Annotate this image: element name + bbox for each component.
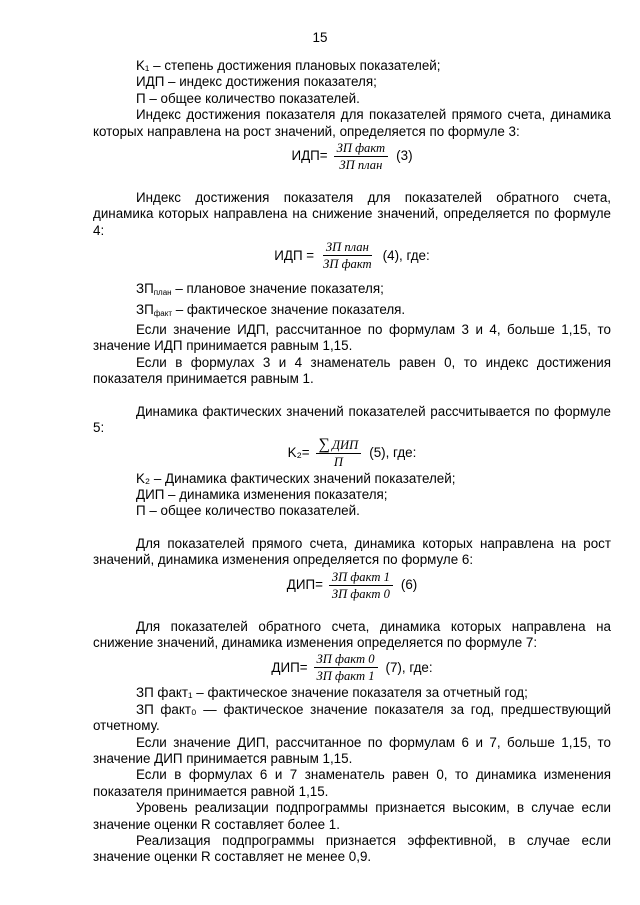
formula-3-denominator: ЗП план xyxy=(339,158,383,173)
formula-4 xyxy=(93,240,611,271)
formula-3-fraction xyxy=(334,141,389,172)
formula-6-fraction xyxy=(329,570,393,601)
formula-3-numerator: ЗП факт xyxy=(334,141,389,157)
formula-5-denominator: П xyxy=(333,454,343,469)
fact0-definition: ЗП факт₀ — фактическое значение показателя за год, предшествующий отчетному. xyxy=(93,701,611,734)
formula-7-denominator: ЗП факт 1 xyxy=(316,669,375,684)
reverse-dip-paragraph: Для показателей обратного счета, динамика которых направлена на снижение значений, динамика изменения определяется по формуле 7: xyxy=(93,618,611,650)
formula-7-label: ДИП= xyxy=(271,659,308,675)
reverse-count-paragraph: Индекс достижения показателя для показателей обратного счета, динамика которых направлена на снижение значений, определяется по формуле 4: xyxy=(93,190,611,238)
formula-4-denominator: ЗП факт xyxy=(323,257,372,272)
formula-4-tag: (4), где: xyxy=(382,247,430,263)
dip-definition: ДИП – динамика изменения показателя; xyxy=(136,486,388,502)
document-body xyxy=(93,58,611,866)
formula-3-tag: (3) xyxy=(396,148,413,164)
dynamics-paragraph: Динамика фактических значений показателей рассчитывается по формуле 5: xyxy=(93,403,611,436)
page-number: 15 xyxy=(312,30,328,45)
formula-6-denominator: ЗП факт 0 xyxy=(331,586,390,601)
high-level-paragraph: Уровень реализации подпрограммы признается высоким, в случае если значение оценки R составляет более 1. xyxy=(93,800,611,832)
formula-3-label: ИДП= xyxy=(291,148,328,164)
idp-zero-paragraph: Если в формулах 3 и 4 знаменатель равен 0, то индекс достижения показателя принимается равным 1. xyxy=(93,354,611,387)
k2-definition: K₂ – Динамика фактических значений показателей; xyxy=(136,470,456,486)
zp-plan-definition: $ЗП_{план}$ – плановое значение показателя; xyxy=(136,281,384,298)
fact1-definition: ЗП факт₁ – фактическое значение показателя за отчетный год; xyxy=(136,685,528,701)
formula-6 xyxy=(93,570,611,601)
p-definition-2: П – общее количество показателей. xyxy=(136,503,360,519)
idp-cap-paragraph: Если значение ИДП, рассчитанное по формулам 3 и 4, больше 1,15, то значение ИДП принимается равным 1,15. xyxy=(93,322,611,354)
idp-definition: ИДП – индекс достижения показателя; xyxy=(136,74,377,90)
formula-5 xyxy=(93,435,611,469)
zp-fact-definition: $ЗП_{факт}$ – фактическое значение показателя. xyxy=(136,301,406,318)
direct-dip-paragraph: Для показателей прямого счета, динамика которых направлена на рост значений, динамика изменения определяется по формуле 6: xyxy=(93,535,611,568)
dip-zero-paragraph: Если в формулах 6 и 7 знаменатель равен 0, то динамика изменения показателя принимается равной 1,15. xyxy=(93,767,611,799)
formula-5-tag: (5), где: xyxy=(369,444,417,460)
effective-paragraph: Реализация подпрограммы признается эффективной, в случае если значение оценки R составляет не менее 0,9. xyxy=(93,833,611,865)
formula-6-tag: (6) xyxy=(400,576,418,592)
formula-7 xyxy=(93,652,611,683)
formula-4-numerator: ЗП план xyxy=(323,240,372,256)
formula-6-numerator: ЗП факт 1 xyxy=(329,570,393,586)
formula-5-label: K₂= xyxy=(287,444,310,460)
formula-5-fraction xyxy=(316,435,362,469)
formula-3 xyxy=(93,141,611,172)
formula-4-fraction xyxy=(320,240,375,271)
sum-icon: ∑ xyxy=(318,435,331,453)
formula-4-label: ИДП = xyxy=(274,247,315,263)
p-definition: П – общее количество показателей. xyxy=(136,90,360,106)
direct-count-paragraph: Индекс достижения показателя для показателей прямого счета, динамика которых направлена на рост значений, определяется по формуле 3: xyxy=(93,107,611,139)
k1-definition: K₁ – степень достижения плановых показателей; xyxy=(136,58,441,73)
formula-5-numerator: ∑ ДИП xyxy=(316,438,362,454)
formula-6-label: ДИП= xyxy=(286,576,323,592)
formula-7-fraction xyxy=(314,652,378,683)
formula-7-numerator: ЗП факт 0 xyxy=(314,652,378,668)
dip-cap-paragraph: Если значение ДИП, рассчитанное по формулам 6 и 7, больше 1,15, то значение ДИП принимается равным 1,15. xyxy=(93,734,611,766)
formula-7-tag: (7), где: xyxy=(385,659,433,675)
